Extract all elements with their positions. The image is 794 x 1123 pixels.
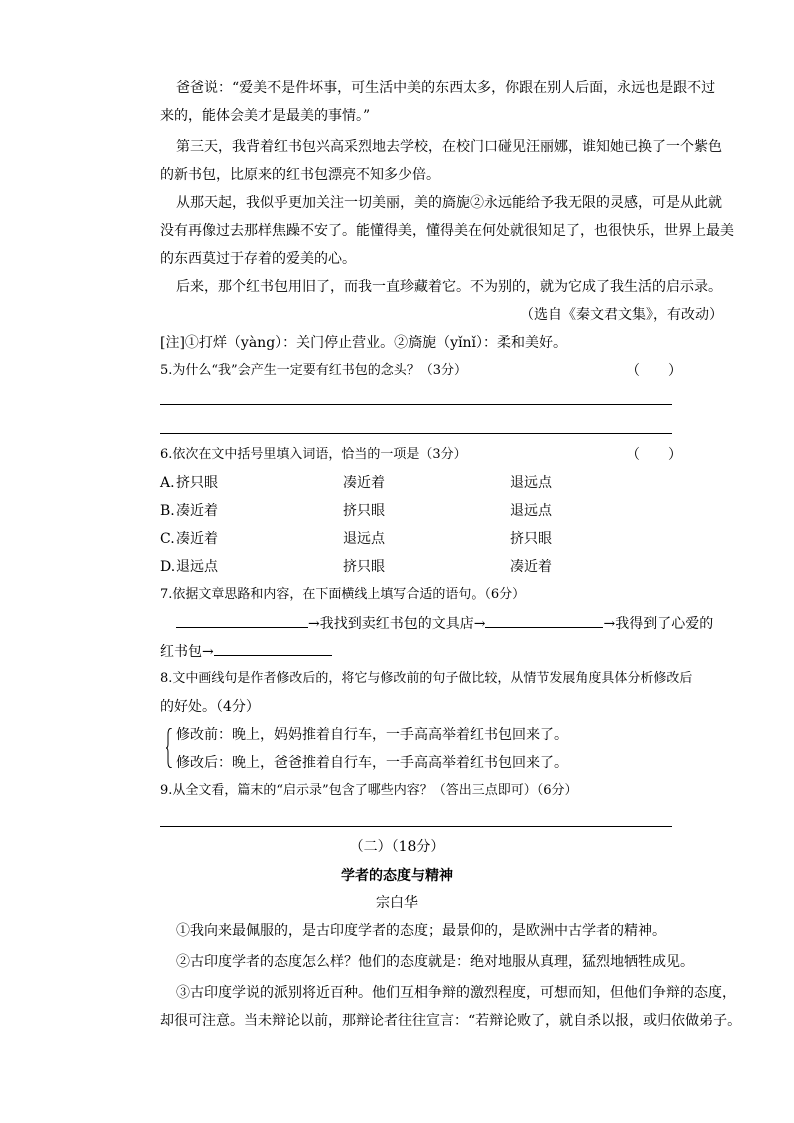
question-7: 7.依据文章思路和内容，在下面横线上填写合适的语句。（6分）: [160, 587, 526, 602]
paragraph-line: 爸爸说：“爱美不是件坏事，可生活中美的东西太多，你跟在别人后面，永远也是跟不过: [176, 80, 716, 96]
option-cell: 挤只眼: [510, 531, 552, 547]
option-cell: 挤只眼: [176, 475, 218, 491]
paragraph-line: ②古印度学者的态度怎么样？他们的态度就是：绝对地服从真理，猛烈地牺牲成见。: [176, 954, 694, 970]
answer-bracket: （ ）: [626, 447, 682, 463]
option-cell: 挤只眼: [343, 503, 385, 519]
option-cell: 退远点: [176, 559, 218, 575]
flow-text: →我找到卖红书包的文具店→: [308, 616, 486, 632]
sentence-after: 修改后：晚上，爸爸推着自行车，一手高高举着红书包回来了。: [176, 755, 568, 771]
flow-text: →我得到了心爱的: [603, 616, 714, 632]
answer-line[interactable]: [160, 404, 672, 405]
option-cell: 凑近着: [343, 475, 385, 491]
question-8-cont: 的好处。（4分）: [160, 699, 260, 715]
fill-in-row: [176, 613, 713, 634]
question-5: 5.为什么“我”会产生一定要有红书包的念头？（3分）: [160, 363, 467, 378]
brace-icon: [166, 728, 172, 768]
option-label: B.: [160, 503, 175, 519]
paragraph-line: 却很可注意。当未辩论以前，那辩论者往往宣言：“若辩论败了，就自杀以报，或归依做弟子。: [160, 1013, 742, 1029]
paragraph-line: 没有再像过去那样焦躁不安了。能懂得美，懂得美在何处就很知足了，也很快乐，世界上最美: [160, 223, 734, 239]
section-heading: （二）（18分）: [349, 839, 445, 855]
paragraph-line: 从那天起，我似乎更加关注一切美丽，美的旖旎②永远能给予我无限的灵感，可是从此就: [176, 195, 722, 211]
paragraph-line: 第三天，我背着红书包兴高采烈地去学校，在校门口碰见汪丽娜，谁知她已换了一个紫色: [176, 139, 722, 155]
question-8: 8.文中画线句是作者修改后的，将它与修改前的句子做比较，从情节发展角度具体分析修改后: [160, 671, 693, 686]
option-cell: 退远点: [343, 531, 385, 547]
paragraph-line: ①我向来最佩服的，是古印度学者的态度；最景仰的，是欧洲中古学者的精神。: [176, 923, 666, 939]
fill-blank[interactable]: [176, 613, 308, 628]
sentence-before: 修改前：晚上，妈妈推着自行车，一手高高举着红书包回来了。: [176, 727, 568, 743]
article-author: 宗白华: [376, 895, 418, 911]
question-9: 9.从全文看，篇末的“启示录”包含了哪些内容？（答出三点即可）（6分）: [160, 783, 578, 798]
source-citation: （选自《秦文君文集》，有改动）: [520, 307, 723, 323]
article-title: 学者的态度与精神: [341, 868, 453, 884]
question-6: 6.依次在文中括号里填入词语，恰当的一项是（3分）: [160, 447, 467, 462]
fill-in-row: [160, 641, 332, 662]
option-cell: 挤只眼: [343, 559, 385, 575]
paragraph-line: 来的，能体会美才是最美的事情。”: [160, 108, 371, 124]
option-cell: 退远点: [510, 503, 552, 519]
option-cell: 凑近着: [176, 503, 218, 519]
option-cell: 凑近着: [176, 531, 218, 547]
option-label: D.: [160, 559, 176, 575]
answer-line[interactable]: [160, 826, 672, 827]
paragraph-line: 的东西莫过于存着的爱美的心。: [160, 251, 356, 267]
option-cell: 凑近着: [510, 559, 552, 575]
option-label: C.: [160, 531, 175, 547]
flow-text: 红书包→: [160, 644, 214, 660]
paragraph-line: ③古印度学说的派别将近百种。他们互相争辩的激烈程度，可想而知，但他们争辩的态度，: [176, 985, 736, 1001]
answer-bracket: （ ）: [626, 363, 682, 379]
fill-blank[interactable]: [485, 613, 603, 628]
paragraph-line: 后来，那个红书包用旧了，而我一直珍藏着它。不为别的，就为它成了我生活的启示录。: [176, 279, 722, 295]
fill-blank[interactable]: [214, 641, 332, 656]
answer-line[interactable]: [160, 433, 672, 434]
option-label: A.: [160, 475, 175, 491]
footnote: [注]①打烊（yàng）：关门停止营业。②旖旎（yǐnǐ）：柔和美好。: [160, 335, 568, 351]
option-cell: 退远点: [510, 475, 552, 491]
paragraph-line: 的新书包，比原来的红书包漂亮不知多少倍。: [160, 167, 440, 183]
